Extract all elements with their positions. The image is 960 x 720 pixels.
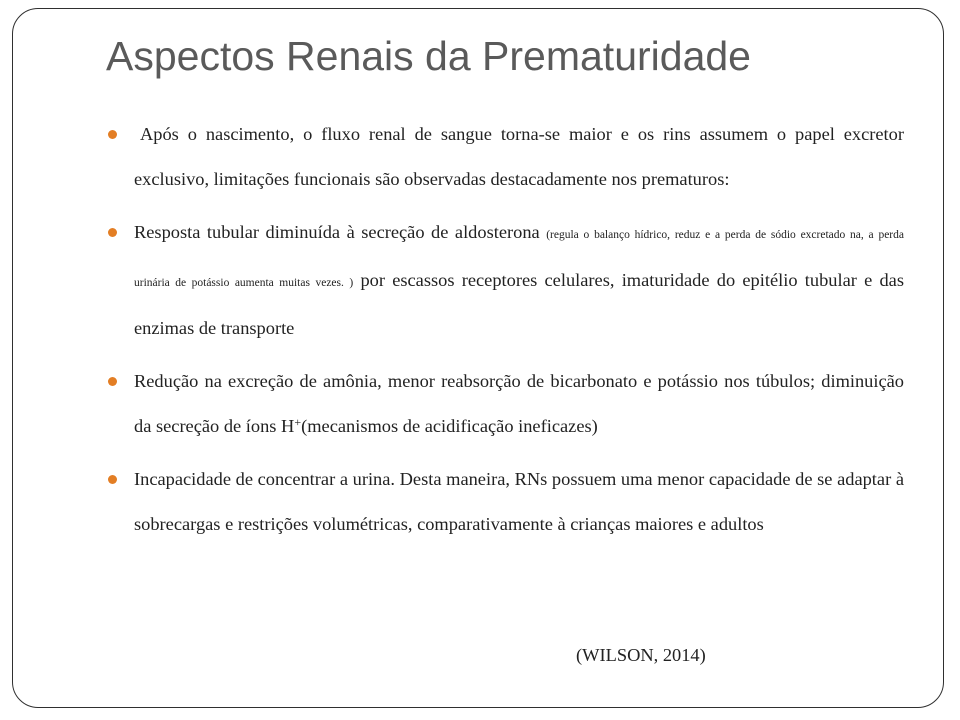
citation: (WILSON, 2014) (576, 645, 706, 665)
bullet-text: Incapacidade de concentrar a urina. Desta maneira, RNs possuem uma menor capacidade de se adaptar à sobrecargas e restrições volumétricas, comparativamente à crianças maiores e adultos (134, 469, 904, 534)
slide-title: Aspectos Renais da Prematuridade (106, 33, 751, 79)
bullet-list (134, 112, 904, 555)
bullet-text: Após o nascimento, o fluxo renal de sangue torna-se maior e os rins assumem o papel excretor exclusivo, limitações funcionais são observadas destacadamente nos prematuros: (134, 124, 904, 189)
bullet-item-ammonia-excretion (134, 359, 904, 449)
bullet-text-before: Redução na excreção de amônia, menor reabsorção de bicarbonato e potássio nos túbulos; diminuição da secreção de íons H (134, 371, 904, 436)
bullet-dot-icon (108, 377, 117, 386)
bullet-dot-icon (108, 475, 117, 484)
bullet-item-urine-concentration (134, 457, 904, 547)
bullet-item-tubular-response (134, 210, 904, 351)
bullet-text-after: (mecanismos de acidificação ineficazes) (301, 416, 598, 436)
bullet-text-before: Resposta tubular diminuída à secreção de aldosterona (134, 222, 547, 242)
bullet-superscript: + (294, 415, 302, 429)
bullet-text-after: por escassos receptores celulares, imaturidade do epitélio tubular e das enzimas de transporte (134, 270, 904, 338)
bullet-dot-icon (108, 228, 117, 237)
bullet-item-after-birth (134, 112, 904, 202)
bullet-dot-icon (108, 130, 117, 139)
bullet-note: (regula o balanço hídrico, reduz e a perda de sódio excretado na, a perda urinária de potássio aumenta muitas vezes. ) (134, 229, 904, 289)
